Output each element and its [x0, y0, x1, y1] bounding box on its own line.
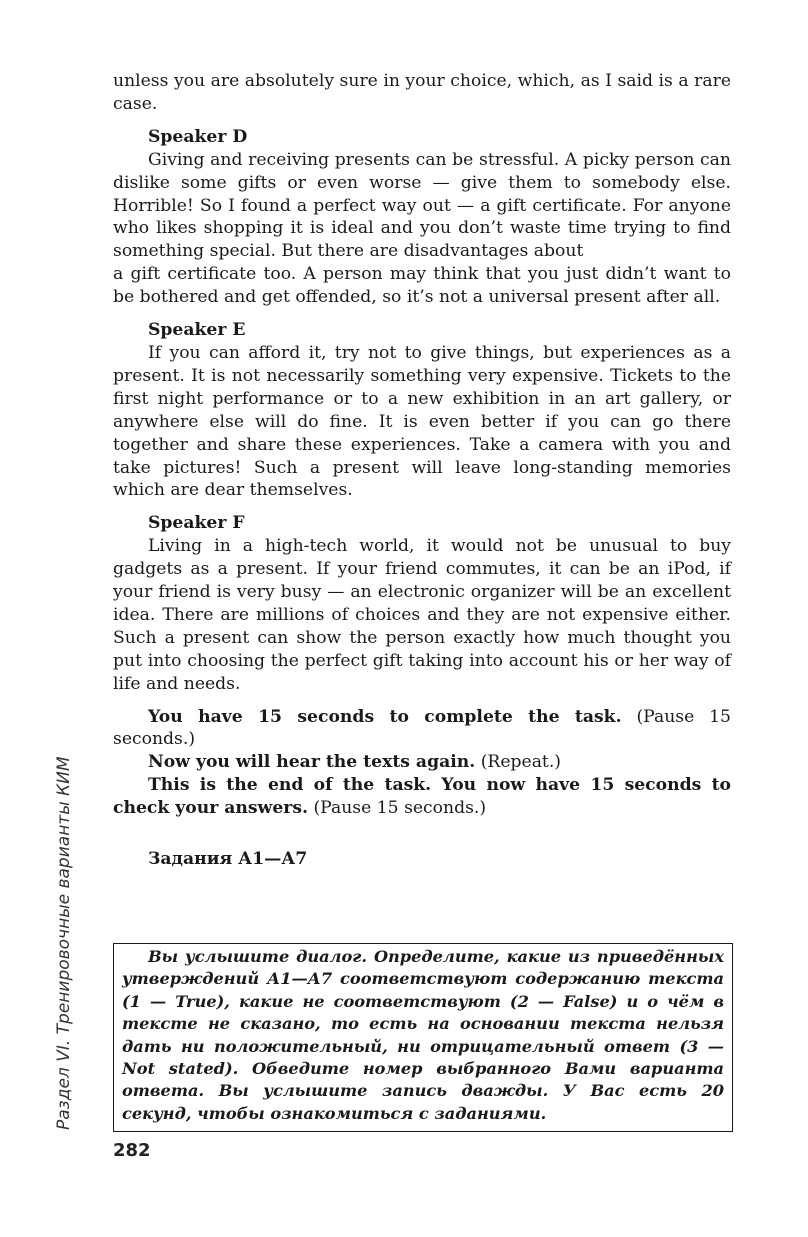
instruction-end: This is the end of the task. You now have 15 seconds to check your answers. (Pause 15 seconds.) [113, 775, 731, 819]
instruction-time: You have 15 seconds to complete the task. (Pause 15 seconds.) [113, 706, 731, 750]
intro-continuation: unless you are absolutely sure in your choice, which, as I said is a rare case. [113, 71, 731, 114]
task-instructions-box [113, 943, 733, 1132]
tasks-heading: Задания А1—А7 [148, 849, 308, 870]
section-side-label: Раздел VI. Тренировочные варианты КИМ [54, 756, 74, 1130]
task-instructions-text: Вы услышите диалог. Определите, какие из приведённых утверждений А1—А7 соответствуют содержанию текста (1 — True), какие не соответствуют (2 — False) и о чём в тексте не сказано, то есть на основании текста нельзя дать ни положительный, ни отрицательный ответ (3 — Not stated). Обведите номер выбранного Вами варианта ответа. Вы услышите запись дважды. У Вас есть 20 секунд, чтобы ознакомиться с заданиями. [122, 947, 724, 1123]
speaker-d-paragraph-2: a gift certificate too. A person may think that you just didn’t want to be bothered and get offended, so it’s not a universal present after all. [113, 264, 731, 308]
speaker-d-heading: Speaker D [148, 126, 248, 147]
speaker-d-paragraph-1: Giving and receiving presents can be stressful. A picky person can dislike some gifts or even worse — give them to somebody else. Horrible! So I found a perfect way out — a gift certificate. For anyone who likes shopping it is ideal and you don’t waste time trying to find something special. But there are disadvantages about [113, 149, 731, 262]
speaker-e-heading: Speaker E [148, 320, 246, 341]
speaker-f-heading: Speaker F [148, 513, 245, 534]
speaker-f-paragraph: Living in a high-tech world, it would not be unusual to buy gadgets as a present. If your friend commutes, it can be an iPod, if your friend is very busy — an electronic organizer will be an excellent idea. There are millions of choices and they are not expensive either. Such a present can show the person exactly how much thought you put into choosing the perfect gift taking into account his or her way of life and needs. [113, 536, 731, 694]
speaker-e-paragraph: If you can afford it, try not to give things, but experiences as a present. It is not necessarily something very expensive. Tickets to the first night performance or to a new exhibition in an art gallery, or anywhere else will do fine. It is even better if you can go there together and share these experiences. Take a camera with you and take pictures! Such a present will leave long-standing memories which are dear themselves. [113, 342, 731, 501]
instruction-repeat: Now you will hear the texts again. (Repeat.) [148, 752, 562, 773]
page-number: 282 [113, 1140, 151, 1161]
page-body [113, 70, 731, 871]
